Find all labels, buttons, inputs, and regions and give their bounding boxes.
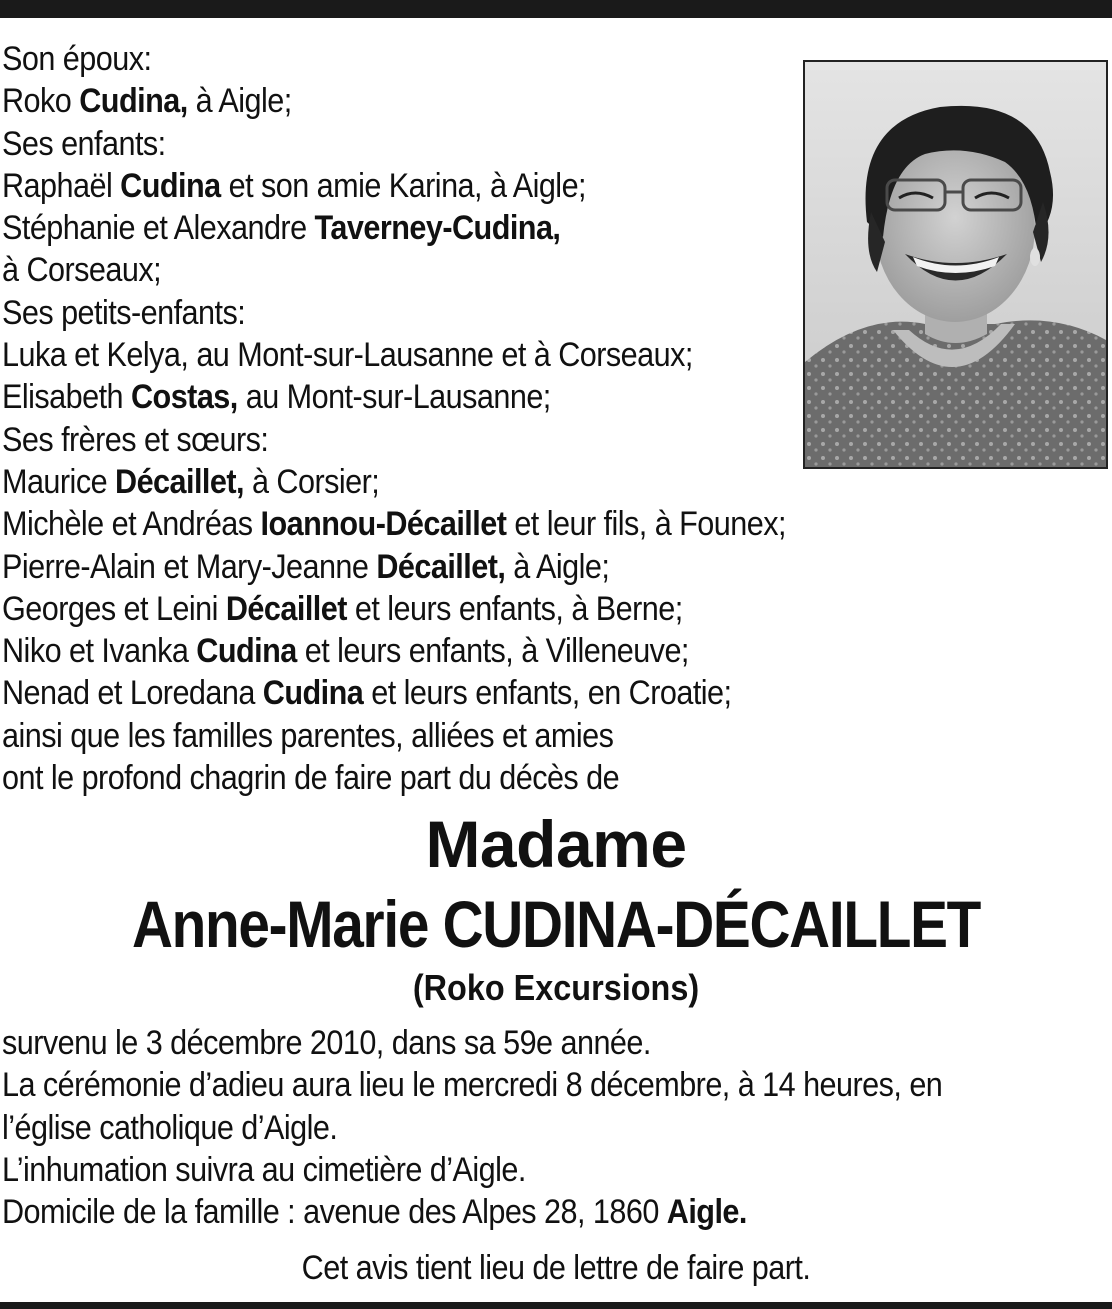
family-line: Ses petits-enfants: bbox=[2, 293, 246, 332]
family-line: ainsi que les familles parentes, alliées et amies bbox=[2, 716, 614, 755]
detail-line: survenu le 3 décembre 2010, dans sa 59e année. bbox=[2, 1024, 651, 1062]
detail-line: L’inhumation suivra au cimetière d’Aigle. bbox=[2, 1150, 526, 1189]
ceremony-details bbox=[2, 1022, 1112, 1233]
family-line: Luka et Kelya, au Mont-sur-Lausanne et à Corseaux; bbox=[2, 336, 693, 375]
closing-note: Cet avis tient lieu de lettre de faire part. bbox=[301, 1249, 811, 1287]
family-line: Maurice Décaillet, à Corsier; bbox=[2, 462, 380, 501]
family-line: Elisabeth Costas, au Mont-sur-Lausanne; bbox=[2, 378, 551, 417]
portrait-photo bbox=[803, 60, 1108, 469]
family-line: Ses enfants: bbox=[2, 124, 166, 163]
family-line: Ses frères et sœurs: bbox=[2, 420, 269, 459]
family-line: Stéphanie et Alexandre Taverney-Cudina, bbox=[2, 209, 561, 248]
deceased-name: Anne-Marie CUDINA-DÉCAILLET bbox=[131, 887, 981, 961]
deceased-title: Madame bbox=[425, 807, 687, 881]
top-rule bbox=[0, 0, 1112, 18]
detail-line: Domicile de la famille : avenue des Alpes 28, 1860 Aigle. bbox=[2, 1193, 747, 1232]
detail-line: La cérémonie d’adieu aura lieu le mercredi 8 décembre, à 14 heures, en bbox=[2, 1066, 943, 1105]
family-line: Raphaël Cudina et son amie Karina, à Aigle; bbox=[2, 166, 587, 205]
portrait-illustration bbox=[805, 62, 1106, 467]
bottom-rule bbox=[0, 1302, 1112, 1309]
family-list bbox=[2, 38, 902, 799]
family-line: Michèle et Andréas Ioannou-Décaillet et leur fils, à Founex; bbox=[2, 505, 786, 544]
family-line: à Corseaux; bbox=[2, 251, 162, 290]
family-line: Nenad et Loredana Cudina et leurs enfants, en Croatie; bbox=[2, 674, 732, 713]
family-line: Georges et Leini Décaillet et leurs enfants, à Berne; bbox=[2, 589, 683, 628]
detail-line: l’église catholique d’Aigle. bbox=[2, 1108, 338, 1147]
family-line: Son époux: bbox=[2, 40, 152, 78]
family-line: Roko Cudina, à Aigle; bbox=[2, 82, 292, 121]
family-line: Niko et Ivanka Cudina et leurs enfants, à Villeneuve; bbox=[2, 632, 689, 671]
family-line: ont le profond chagrin de faire part du décès de bbox=[2, 759, 620, 798]
family-line: Pierre-Alain et Mary-Jeanne Décaillet, à Aigle; bbox=[2, 547, 610, 586]
deceased-company: (Roko Excursions) bbox=[412, 967, 700, 1008]
